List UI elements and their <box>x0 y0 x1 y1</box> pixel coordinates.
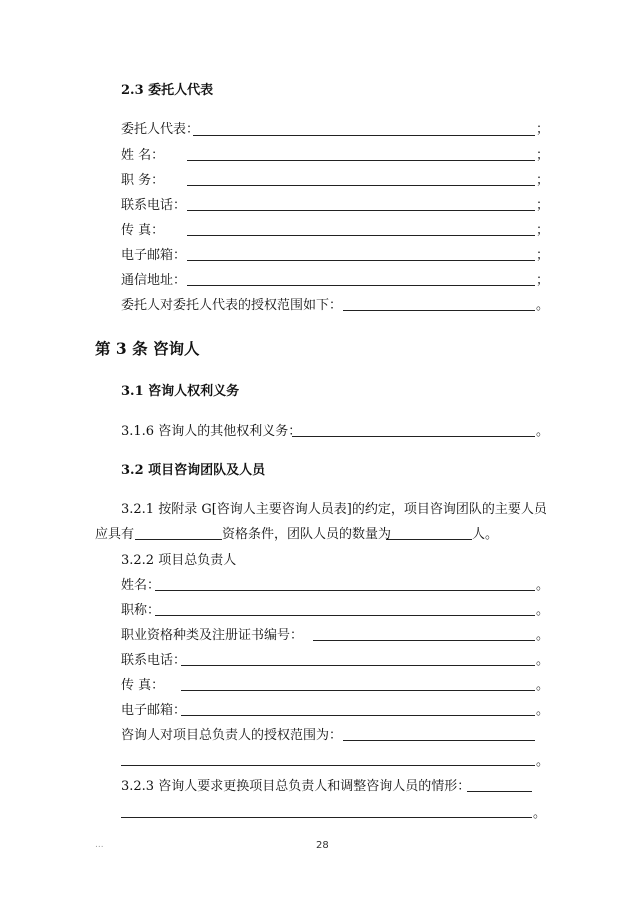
field-end: ； <box>536 148 550 163</box>
field-line-email[interactable] <box>187 260 535 261</box>
pm-scope-line-1[interactable] <box>343 740 535 741</box>
field-line-phone[interactable] <box>187 210 535 211</box>
pm-label-name: 姓名： <box>121 578 161 593</box>
field-end: 。 <box>536 703 550 718</box>
pm-line-phone[interactable] <box>181 665 535 666</box>
pm-label-email: 电子邮箱： <box>121 703 187 718</box>
clause-3-2-1-line1: 3.2.1 按附录 G[咨询人主要咨询人员表]的约定，项目咨询团队的主要人员 <box>121 502 547 517</box>
footer-dots: ... <box>95 840 104 850</box>
field-line-position[interactable] <box>187 185 535 186</box>
pm-line-title[interactable] <box>155 615 535 616</box>
field-end: ； <box>536 122 550 137</box>
clause-3-2-3-label: 3.2.3 咨询人要求更换项目总负责人和调整咨询人员的情形： <box>121 779 471 794</box>
clause-3-2-1-text-b: 资格条件，团队人员的数量为 <box>222 527 392 542</box>
field-label-fax: 传 真： <box>121 223 165 238</box>
field-end: 。 <box>536 653 550 668</box>
field-label-position: 职 务： <box>121 173 165 188</box>
scope-line-principal[interactable] <box>343 310 535 311</box>
field-end: 。 <box>536 298 550 313</box>
pm-label-title: 职称： <box>121 603 161 618</box>
clause-3-2-3-line-1[interactable] <box>467 791 532 792</box>
clause-3-2-1-text-c: 人。 <box>472 527 499 542</box>
field-label-email: 电子邮箱： <box>121 248 187 263</box>
pm-label-phone: 联系电话： <box>121 653 187 668</box>
team-size-line[interactable] <box>386 539 472 540</box>
pm-line-qualification[interactable] <box>313 640 535 641</box>
section-3-2-heading: 3.2 项目咨询团队及人员 <box>121 463 266 478</box>
field-line-name[interactable] <box>187 160 535 161</box>
section-2-3-heading: 2.3 委托人代表 <box>121 83 214 98</box>
clause-3-2-1-text-a: 应具有 <box>95 527 135 542</box>
clause-3-1-6-line[interactable] <box>292 436 535 437</box>
field-line-principal-rep[interactable] <box>193 135 535 136</box>
field-line-fax[interactable] <box>187 235 535 236</box>
field-label-principal-rep: 委托人代表： <box>121 122 200 137</box>
scope-label-principal: 委托人对委托人代表的授权范围如下： <box>121 298 343 313</box>
page-number: 28 <box>316 840 329 851</box>
field-end: 。 <box>536 424 550 439</box>
clause-3-2-2-heading: 3.2.2 项目总负责人 <box>121 553 237 568</box>
field-end: 。 <box>536 603 550 618</box>
clause-3-1-6-label: 3.1.6 咨询人的其他权利义务： <box>121 424 302 439</box>
pm-scope-label: 咨询人对项目总负责人的授权范围为： <box>121 728 343 743</box>
qualification-line[interactable] <box>135 539 222 540</box>
field-end: ； <box>536 173 550 188</box>
field-end: ； <box>536 248 550 263</box>
pm-scope-line-2[interactable] <box>121 765 535 766</box>
pm-line-email[interactable] <box>181 715 535 716</box>
field-label-address: 通信地址： <box>121 273 187 288</box>
field-end: 。 <box>536 678 550 693</box>
pm-line-name[interactable] <box>155 590 535 591</box>
field-label-phone: 联系电话： <box>121 198 187 213</box>
field-end: 。 <box>536 578 550 593</box>
pm-label-qualification: 职业资格种类及注册证书编号： <box>121 628 304 643</box>
field-end: ； <box>536 198 550 213</box>
field-end: 。 <box>536 628 550 643</box>
field-end: 。 <box>533 806 547 821</box>
field-label-name: 姓 名： <box>121 148 165 163</box>
clause-3-2-3-line-2[interactable] <box>121 817 532 818</box>
section-3-1-heading: 3.1 咨询人权利义务 <box>121 384 240 399</box>
pm-label-fax: 传 真： <box>121 678 165 693</box>
article-3-heading: 第 3 条 咨询人 <box>95 339 200 358</box>
pm-line-fax[interactable] <box>181 690 535 691</box>
field-end: 。 <box>536 754 550 769</box>
field-line-address[interactable] <box>187 285 535 286</box>
field-end: ； <box>536 273 550 288</box>
field-end: ； <box>536 223 550 238</box>
